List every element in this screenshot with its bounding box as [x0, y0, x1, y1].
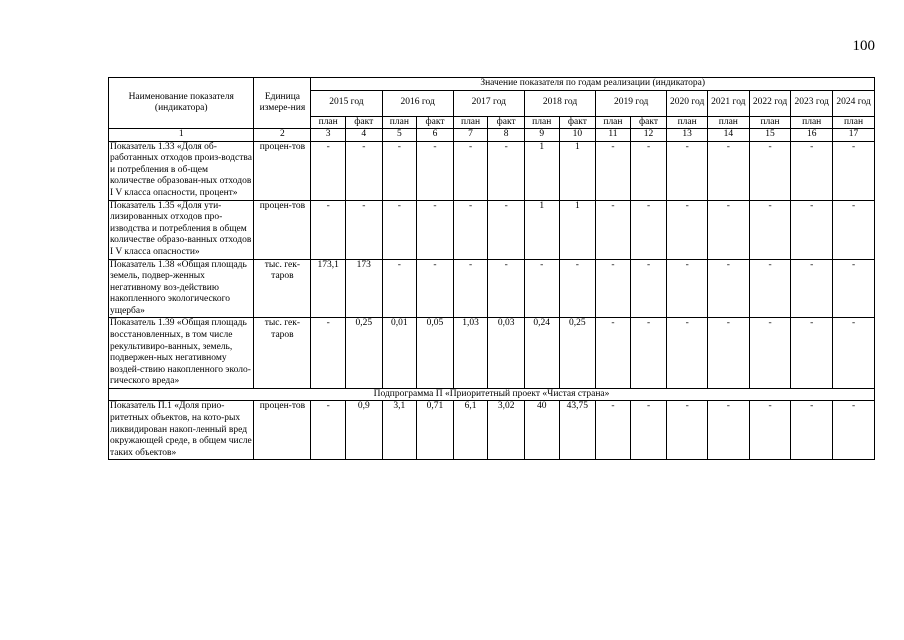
indicator-value: - [708, 401, 750, 460]
indicator-value: - [345, 141, 382, 200]
indicator-value: 1 [559, 141, 596, 200]
header-year: 2024 год [833, 90, 875, 116]
indicator-value: - [708, 200, 750, 259]
header-plan: план [791, 116, 833, 129]
header-fact: факт [417, 116, 454, 129]
indicator-value: - [749, 259, 791, 318]
header-plan: план [382, 116, 417, 129]
indicator-value: - [791, 401, 833, 460]
indicator-value: - [453, 200, 488, 259]
indicator-value: 1 [559, 200, 596, 259]
header-plan: план [667, 116, 708, 129]
indicator-value: - [311, 141, 346, 200]
column-number: 16 [791, 129, 833, 142]
indicator-value: 1 [524, 141, 559, 200]
header-plan: план [524, 116, 559, 129]
column-number: 4 [345, 129, 382, 142]
indicator-value: 3,1 [382, 401, 417, 460]
header-year: 2017 год [453, 90, 524, 116]
header-fact: факт [345, 116, 382, 129]
indicator-value: - [596, 141, 631, 200]
indicator-value: - [382, 259, 417, 318]
indicator-value: 0,03 [488, 318, 525, 388]
indicator-value: 6,1 [453, 401, 488, 460]
indicator-value: - [749, 200, 791, 259]
indicator-name: Показатель 1.39 «Общая площадь восстановленных, в том числе рекультивиро-ванных, земель, подвержен-ных негативному воздей-ствию накопленного эколо-гического вреда» [109, 318, 254, 388]
indicator-value: - [311, 200, 346, 259]
indicator-value: - [453, 259, 488, 318]
indicator-value: 43,75 [559, 401, 596, 460]
column-number: 1 [109, 129, 254, 142]
indicator-unit: тыс. гек-таров [254, 318, 311, 388]
indicator-name: Показатель П.1 «Доля прио-ритетных объектов, на кото-рых ликвидирован накоп-ленный вред окружающей среде, в общем числе таких объектов» [109, 401, 254, 460]
indicator-value: - [596, 401, 631, 460]
column-number: 5 [382, 129, 417, 142]
indicator-value: - [708, 141, 750, 200]
indicator-value: 173,1 [311, 259, 346, 318]
indicator-value: - [667, 200, 708, 259]
header-year: 2020 год [667, 90, 708, 116]
indicator-value: 0,01 [382, 318, 417, 388]
table-row [109, 318, 875, 388]
indicator-value: - [749, 401, 791, 460]
column-number: 12 [630, 129, 667, 142]
indicator-value: - [630, 318, 667, 388]
table-row [109, 401, 875, 460]
header-year: 2018 год [524, 90, 595, 116]
column-number: 2 [254, 129, 311, 142]
indicator-value: - [345, 200, 382, 259]
indicator-value: 0,9 [345, 401, 382, 460]
indicator-value: - [630, 200, 667, 259]
indicator-value: - [667, 259, 708, 318]
indicator-value: 0,25 [345, 318, 382, 388]
indicator-value: 0,71 [417, 401, 454, 460]
indicator-value: - [749, 318, 791, 388]
indicator-value: - [311, 318, 346, 388]
indicator-value: - [488, 259, 525, 318]
header-row-group [109, 78, 875, 91]
indicator-value: - [833, 259, 875, 318]
indicator-value: 40 [524, 401, 559, 460]
indicator-value: - [453, 141, 488, 200]
indicator-value: 0,25 [559, 318, 596, 388]
header-year: 2015 год [311, 90, 382, 116]
section-row [109, 388, 875, 401]
indicator-value: - [791, 141, 833, 200]
header-fact: факт [630, 116, 667, 129]
header-fact: факт [488, 116, 525, 129]
table-row [109, 200, 875, 259]
indicator-name: Показатель 1.38 «Общая площадь земель, подвер-женных негативному воз-действию накопленного экологического ущерба» [109, 259, 254, 318]
header-fact: факт [559, 116, 596, 129]
indicator-value: - [596, 200, 631, 259]
indicator-value: - [630, 401, 667, 460]
indicator-value: - [596, 318, 631, 388]
indicator-name: Показатель 1.35 «Доля ути-лизированных отходов про-изводства и потребления в общем количестве образо-ванных отходов I V класса опасности» [109, 200, 254, 259]
indicator-value: 1 [524, 200, 559, 259]
header-plan: план [708, 116, 750, 129]
header-plan: план [833, 116, 875, 129]
indicator-value: - [791, 259, 833, 318]
indicator-unit: тыс. гек-таров [254, 259, 311, 318]
column-number: 7 [453, 129, 488, 142]
table-row [109, 141, 875, 200]
indicator-unit: процен-тов [254, 401, 311, 460]
column-number: 8 [488, 129, 525, 142]
header-indicator-name: Наименование показателя (индикатора) [109, 78, 254, 129]
column-number: 6 [417, 129, 454, 142]
indicator-value: 0,05 [417, 318, 454, 388]
indicator-value: - [749, 141, 791, 200]
indicator-value: - [524, 259, 559, 318]
header-plan: план [311, 116, 346, 129]
indicator-value: - [311, 401, 346, 460]
indicator-value: 1,03 [453, 318, 488, 388]
column-number: 10 [559, 129, 596, 142]
column-number: 17 [833, 129, 875, 142]
column-number: 15 [749, 129, 791, 142]
header-unit: Единица измере-ния [254, 78, 311, 129]
indicator-value: - [630, 259, 667, 318]
table-row [109, 259, 875, 318]
indicator-value: - [667, 318, 708, 388]
column-numbers-row [109, 129, 875, 142]
header-year: 2016 год [382, 90, 453, 116]
indicator-value: - [488, 200, 525, 259]
section-title: Подпрограмма П «Приоритетный проект «Чистая страна» [109, 388, 875, 401]
column-number: 13 [667, 129, 708, 142]
header-year: 2023 год [791, 90, 833, 116]
indicator-value: - [708, 318, 750, 388]
column-number: 14 [708, 129, 750, 142]
header-values-by-year: Значение показателя по годам реализации (индикатора) [311, 78, 875, 91]
indicator-value: - [791, 200, 833, 259]
indicator-value: 173 [345, 259, 382, 318]
page-number: 100 [852, 38, 875, 54]
indicator-unit: процен-тов [254, 141, 311, 200]
indicator-value: - [417, 200, 454, 259]
indicator-value: - [791, 318, 833, 388]
indicator-name: Показатель 1.33 «Доля об-работанных отходов произ-водства и потребления в об-щем количестве образован-ных отходов I V класса опасности, процент» [109, 141, 254, 200]
indicator-value: 3,02 [488, 401, 525, 460]
column-number: 9 [524, 129, 559, 142]
indicator-value: - [833, 401, 875, 460]
header-year: 2022 год [749, 90, 791, 116]
indicator-unit: процен-тов [254, 200, 311, 259]
indicator-value: - [630, 141, 667, 200]
header-year: 2021 год [708, 90, 750, 116]
header-year: 2019 год [596, 90, 667, 116]
header-plan: план [596, 116, 631, 129]
indicator-value: - [417, 141, 454, 200]
indicator-value: - [833, 318, 875, 388]
indicator-value: 0,24 [524, 318, 559, 388]
header-plan: план [749, 116, 791, 129]
column-number: 3 [311, 129, 346, 142]
indicator-value: - [382, 141, 417, 200]
header-plan: план [453, 116, 488, 129]
indicator-value: - [559, 259, 596, 318]
indicator-value: - [708, 259, 750, 318]
indicator-value: - [667, 141, 708, 200]
indicator-value: - [382, 200, 417, 259]
indicator-value: - [833, 141, 875, 200]
indicator-value: - [667, 401, 708, 460]
indicator-value: - [417, 259, 454, 318]
indicator-value: - [596, 259, 631, 318]
indicator-value: - [833, 200, 875, 259]
column-number: 11 [596, 129, 631, 142]
indicator-value: - [488, 141, 525, 200]
indicators-table [108, 77, 875, 460]
